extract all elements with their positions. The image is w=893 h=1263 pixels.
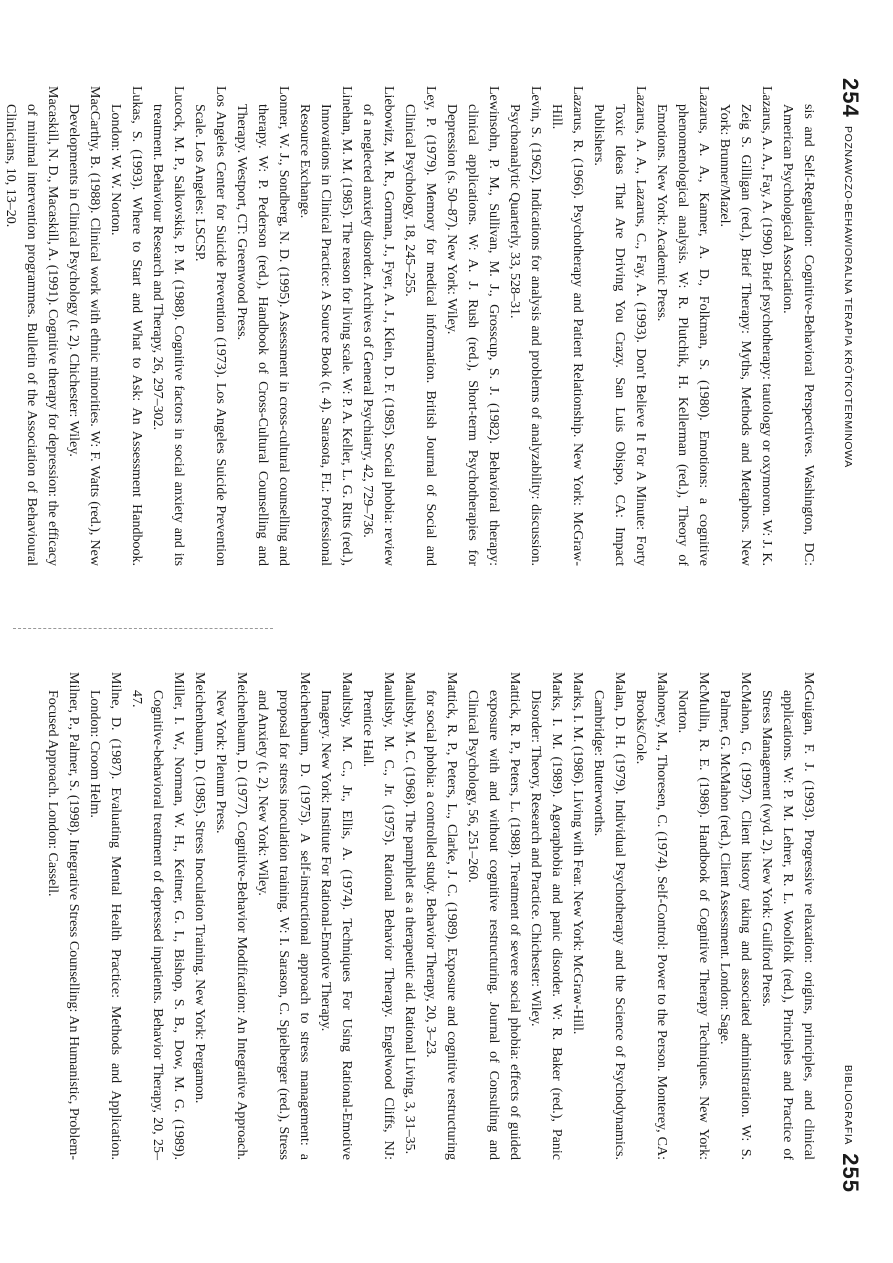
reference-entry: Lazarus, A. A., Kanner, A. D., Folkman, S. (1980). Emotions: a cognitive phenomenological analysis. W: R. Plutchik, H. Kellerman (red.), Theory of Emotions. New York: Academic Press. (654, 86, 711, 566)
reference-entry: McMahon, G. (1997). Client history taking and associated administration. W: S. Palmer, G. McMahon (red.), Client Assessment. London: Sage. (717, 672, 753, 1160)
reference-entry: Meichenbaum, D. (1975). A self-instructional approach to stress management: a proposal for stress inoculation training. W: I. Sarason, C. Spielberger (red.), Stress and Anxiety (t. 2). New York: Wiley. (255, 672, 312, 1160)
reference-entry: Mattick, R. P., Peters, L., Clarke, J. C. (1989). Exposure and cognitive restructuring for social phobia: a controlled study. Behavior Therapy, 20, 3–23. (423, 672, 459, 1160)
reference-entry: Milne, D. (1987). Evaluating Mental Health Practice: Methods and Application. London: Croom Helm. (87, 672, 123, 1160)
reference-entry: Maultsby, M. C. (1968). The pamphlet as a therapeutic aid. Rational Living, 3, 31–35. (402, 672, 417, 1155)
reference-entry: McMullin, R. E. (1986). Handbook of Cognitive Therapy Techniques. New York: Norton. (675, 672, 711, 1160)
reference-entry: Miller, I. W., Norman, W. H., Keitner, G. I., Bishop, S. B., Dow, M. G. (1989). Cognitive-behavioral treatment of depressed inpatients. Behavior Therapy, 20, 25–47. (129, 672, 186, 1160)
reference-entry: Lazarus, A. A., Lazarus, C., Fay, A. (1993). Don't Believe It For A Minute: Forty Toxic Ideas That Are Driving You Crazy. San Luis Obispo, CA: Impact Publishers. (591, 86, 648, 566)
right-page (0, 632, 893, 1263)
reference-entry: Meichenbaum, D. (1985). Stress Inoculation Training. New York: Pergamon. (192, 672, 207, 1104)
reference-entry: Lewinsohn, P. M., Sullivan, M. J., Grosscup, S. J. (1982). Behavioral therapy: clinical applications. W: A. J. Rush (red.), Short-term Psychotherapies for Depression (s. 50–87). New York: Wiley. (444, 86, 501, 566)
reference-entry: Levin, S. (1962). Indications for analysis and problems of analyzability: discussion. Psychoanalytic Quarterly, 33, 528–31. (507, 86, 543, 566)
reference-list (0, 86, 819, 566)
reference-entry: Lazarus, A. A., Fay, A. (1990). Brief psychotherapy: tautology or oxymoron. W: J. K. Zeig S. Gilligan (red.), Brief Therapy: Myths, Methods and Metaphors. New York: Brunner/Mazel. (717, 86, 774, 566)
reference-entry: Macaskill, N. D., Macaskill, A. (1991). Cognitive therapy for depression: the efficacy of minimal intervention programmes. Bulletin of the Association of Behavioural Clinicians, 10, 13–20. (3, 86, 60, 566)
reference-entry: Milner, P., Palmer, S. (1998). Integrative Stress Counselling: An Humanistic, Problem-Focused Approach. London: Cassell. (45, 672, 81, 1160)
left-running-head (837, 78, 863, 591)
reference-entry: Mahoney, M., Thoresen, C. (1974). Self-Control: Power to the Person. Monterey, CA: Brooks/Cole. (633, 672, 669, 1160)
reference-entry: Mattick, R. P., Peters, L. (1988). Treatment of severe social phobia: effects of guided exposure with and without cognitive restructuring. Journal of Consulting and Clinical Psychology, 56, 251–260. (465, 672, 522, 1160)
reference-entry: Lonner, W. J., Sondberg, N. D. (1995). Assessment in cross-cultural counselling and therapy. W: P. Pederson (red.), Handbook of Cross-Cultural Counselling and Therapy. Westport, CT: Greenwood Press. (234, 86, 291, 566)
reference-entry: Lazarus, R. (1966). Psychotherapy and Patient Relationship. New York: McGraw-Hill. (549, 86, 585, 566)
reference-entry: Linehan, M. M. (1985). The reason for living scale. W: P. A. Keller, L. G. Ritts (red.), Innovations in Clinical Practice: A Source Book (t. 4). Sarasota, FL: Professional Resource Exchange. (297, 86, 354, 566)
reference-entry: Lukas, S. (1993). Where to Start and What to Ask: An Assessment Handbook. London: W. W. Norton. (108, 86, 144, 566)
reference-entry: Liebowitz, M. R., Gorman, J., Fyer, A. J., Klein, D. F. (1985). Social phobia: review of a neglected anxiety disorder. Archives of General Psychiatry, 42, 729–736. (360, 86, 396, 566)
reference-entry: Malan, D. H. (1979). Individual Psychotherapy and the Science of Psychodynamics. Cambridge: Butterworths. (591, 672, 627, 1160)
reference-entry: Marks, I. M. (1986). Living with Fear. New York: McGraw-Hill. (570, 672, 585, 1035)
reference-entry: Marks, I. M. (1989). Agoraphobia and panic disorder. W: R. Baker (red.), Panic Disorder: Theory, Research and Practice. Chichester: Wiley. (528, 672, 564, 1160)
reference-entry: sis and Self-Regulation: Cognitive-Behavioral Perspectives. Washington, DC: American Psychological Association. (780, 104, 816, 566)
reference-entry: Maultsby, M. C., Jr., Ellis, A. (1974). Techniques For Using Rational-Emotive Imagery. New York: Institute For Rational-Emotive Therapy. (318, 672, 354, 1160)
reference-entry: McGuigan, F. J. (1993). Progressive relaxation: origins, principles, and clinical applications. W: P. M. Lehrer, R. L. Woolfolk (red.), Principles and Practice of Stress Management (wyd. 2). New York: Guilford Press. (759, 672, 816, 1160)
page-number: 254 (838, 78, 863, 118)
reference-entry: Meichenbaum, D. (1977). Cognitive-Behavior Modification: An Integrative Approach. New York: Plenum Press. (213, 672, 249, 1160)
reference-list (42, 672, 819, 1160)
right-running-head (837, 672, 863, 1193)
page-number: 255 (838, 1153, 863, 1193)
running-head-title: POZNAWCZO-BEHAWIORALNA TERAPIA KRÓTKOTERMINOWA (842, 126, 854, 468)
running-head-title: BIBLIOGRAFIA (842, 1064, 854, 1145)
reference-entry: Maultsby, M. C., Jr. (1975). Rational Behavior Therapy. Engelwood Cliffs, NJ: Prentice Hall. (360, 672, 396, 1160)
reference-entry: MacCarthy, B. (1988). Clinical work with ethnic minorities. W: F. Watts (red.), New Developments in Clinical Psychology (t. 2). Chichester: Wiley. (66, 86, 102, 566)
left-page (0, 0, 893, 631)
reference-entry: Los Angeles Center for Suicide Prevention (1973). Los Angeles Suicide Prevention Scale. Los Angeles: LSCSP. (192, 86, 228, 566)
reference-entry: Ley, P. (1979). Memory for medical information. British Journal of Social and Clinical Psychology, 18, 245–255. (402, 86, 438, 566)
reference-entry: Lucock, M. P., Salkovskis, P. M. (1988). Cognitive factors in social anxiety and its treatment. Behaviour Research and Therapy, 26, 297–302. (150, 86, 186, 566)
